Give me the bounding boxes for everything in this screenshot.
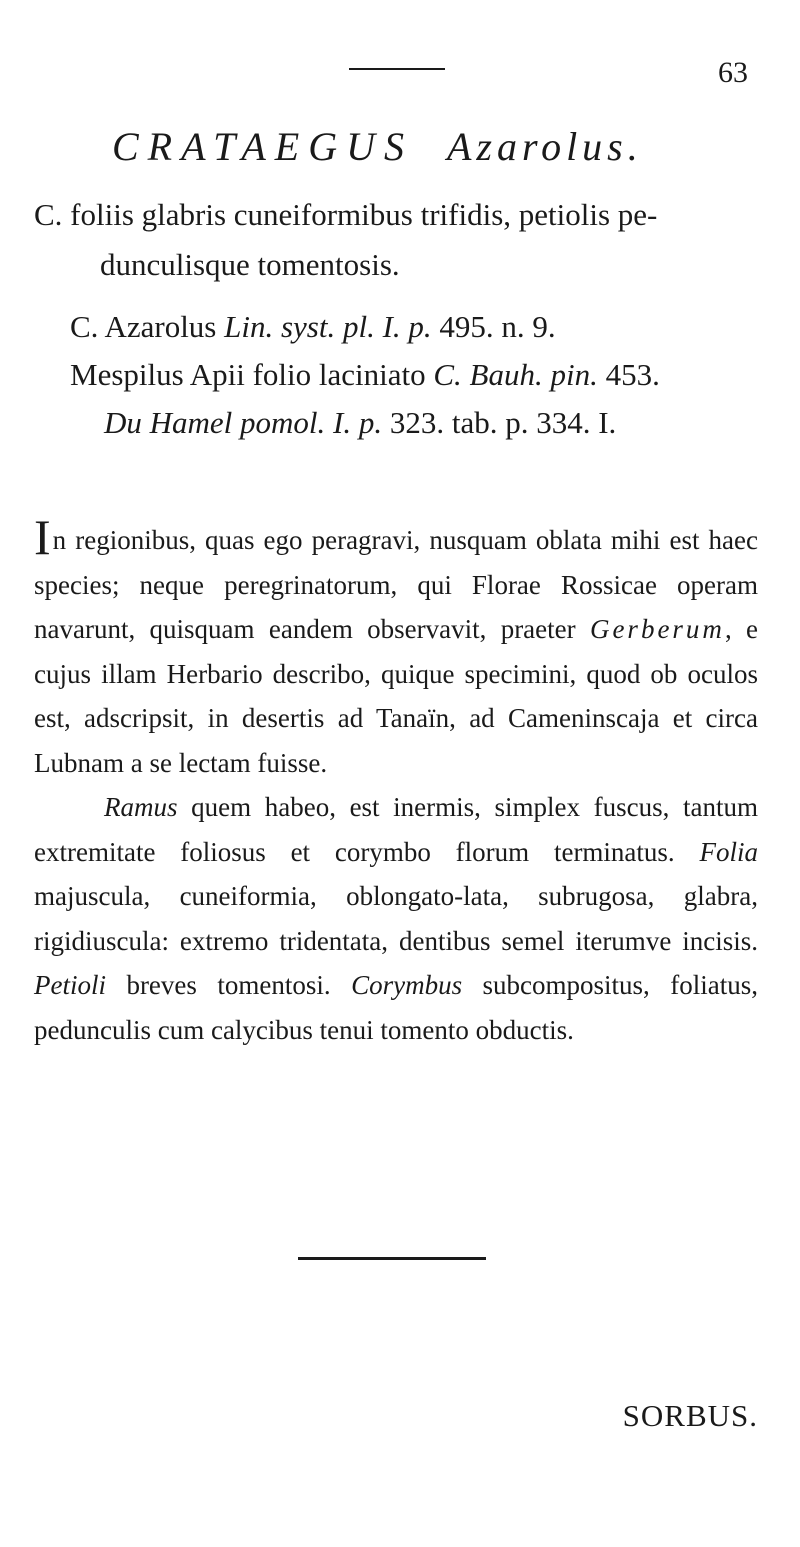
diagnosis-line-1: C. foliis glabris cuneiformibus trifidis, petiolis pe- bbox=[34, 197, 658, 232]
drop-capital: I bbox=[34, 509, 51, 565]
section-end-rule bbox=[298, 1257, 486, 1260]
description-text bbox=[34, 509, 759, 1052]
page-number: 63 bbox=[718, 56, 748, 89]
catchword: SORBUS. bbox=[622, 1398, 758, 1433]
term-folia: Folia bbox=[699, 836, 758, 867]
paragraph-text: , e cujus illam Herbario describo, quique specimini, quod ob oculos est, adscripsit, in desertis ad Tanaïn, ad Cameninscaja et circa Lubnam a se lectam fuisse. bbox=[34, 614, 758, 778]
synonym-line bbox=[70, 303, 770, 351]
synonym-reference: C. Bauh. pin. bbox=[433, 357, 598, 392]
synonym-pages: 495. n. 9. bbox=[431, 309, 556, 344]
synonym-name: Mespilus Apii folio laciniato bbox=[70, 357, 434, 392]
synonym-pages: 453. bbox=[597, 357, 660, 392]
synonym-reference: Du Hamel pomol. I. p. bbox=[104, 405, 383, 440]
synonym-line bbox=[70, 351, 770, 399]
synonym-name: C. Azarolus bbox=[70, 309, 225, 344]
collector-name: Gerberum bbox=[589, 614, 725, 644]
paragraph-text: breves tomentosi. bbox=[105, 970, 352, 1000]
paragraph-text: majuscula, cuneiformia, oblongato-lata, subrugosa, glabra, rigidiuscula: extremo tridentata, dentibus semel iterumve incisis. bbox=[34, 881, 758, 956]
paragraph-text: n regionibus, quas ego peragravi, nusquam oblata mihi est haec species; neque peregrinatorum, qui Florae Rossicae operam navarunt, quisquam eandem observavit, praeter bbox=[34, 525, 758, 644]
term-petioli: Petioli bbox=[34, 970, 106, 1000]
synonym-list bbox=[70, 303, 770, 447]
synonym-line bbox=[70, 399, 770, 447]
species-diagnosis bbox=[34, 190, 764, 290]
term-corymbus: Corymbus bbox=[351, 970, 463, 1000]
title-genus: CRATAEGUS bbox=[112, 124, 413, 169]
paragraph-morphology bbox=[34, 785, 758, 1052]
species-title bbox=[112, 123, 643, 171]
paragraph-text: quem habeo, est inermis, simplex fuscus, tantum extremitate foliosus et corymbo florum terminatus. bbox=[34, 792, 758, 867]
title-species: Azarolus. bbox=[446, 124, 643, 169]
header-rule bbox=[349, 68, 445, 70]
diagnosis-line-2: dunculisque tomentosis. bbox=[100, 247, 400, 282]
term-ramus: Ramus bbox=[104, 792, 178, 822]
paragraph-text: subcompositus, foliatus, pedunculis cum calycibus tenui tomento obductis. bbox=[34, 970, 759, 1045]
paragraph-habitat bbox=[34, 509, 758, 785]
synonym-reference: Lin. syst. pl. I. p. bbox=[224, 309, 432, 344]
synonym-pages: 323. tab. p. 334. I. bbox=[382, 405, 617, 440]
